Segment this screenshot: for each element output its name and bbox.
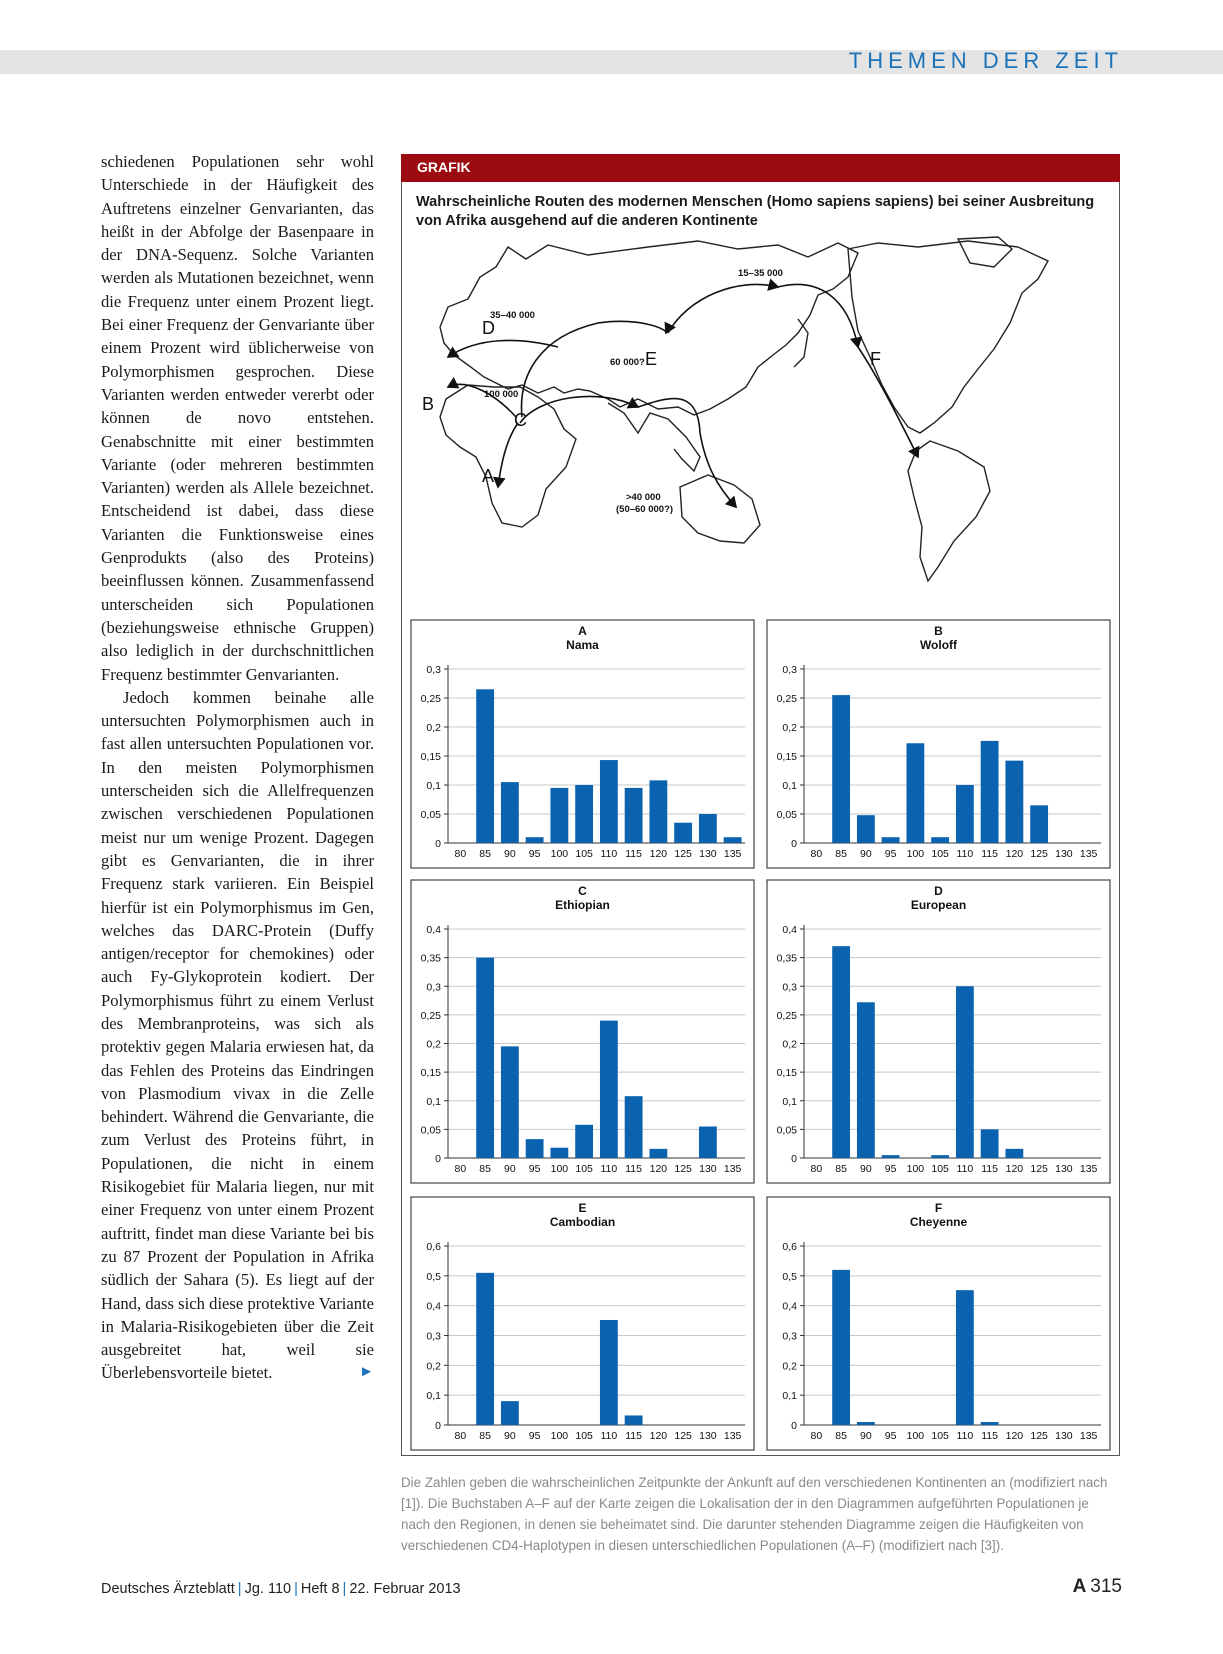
x-tick-label: 90	[860, 1163, 872, 1175]
x-tick-label: 105	[931, 1163, 949, 1175]
bar	[501, 1401, 519, 1425]
map-date-americas: 15–35 000	[738, 268, 783, 279]
x-tick-label: 80	[454, 1163, 467, 1175]
y-tick-label: 0,15	[776, 1067, 797, 1080]
bar	[931, 837, 949, 843]
y-tick-label: 0,3	[782, 664, 797, 676]
y-tick-label: 0,05	[420, 1124, 441, 1137]
x-tick-label: 90	[860, 848, 872, 860]
bar	[832, 946, 850, 1158]
chart-f-cheyenne	[766, 1196, 1111, 1451]
bar	[649, 1149, 667, 1158]
x-tick-label: 130	[1055, 848, 1073, 860]
bar	[550, 788, 568, 843]
x-tick-label: 85	[479, 848, 491, 860]
bar	[649, 780, 667, 843]
chart-frame	[411, 1197, 754, 1450]
y-tick-label: 0,4	[782, 924, 797, 936]
bar	[674, 823, 692, 843]
x-tick-label: 120	[1005, 1430, 1024, 1442]
x-tick-label: 135	[1079, 1430, 1098, 1442]
chart-subtitle: Woloff	[919, 638, 958, 652]
x-tick-label: 120	[649, 1163, 668, 1175]
x-tick-label: 135	[723, 1163, 742, 1175]
page-number: A 315	[1072, 1576, 1122, 1597]
chart-a-nama	[410, 619, 755, 869]
bar	[699, 1127, 717, 1158]
x-tick-label: 90	[504, 1430, 516, 1442]
bar	[956, 1290, 974, 1425]
x-tick-label: 110	[600, 1163, 618, 1175]
map-date-australia: >40 000	[626, 492, 661, 503]
map-label-e: E	[645, 349, 658, 369]
x-tick-label: 80	[810, 1430, 823, 1442]
bar	[625, 1415, 643, 1425]
bar	[476, 958, 494, 1158]
y-tick-label: 0,1	[782, 780, 797, 792]
bar	[600, 1021, 618, 1158]
y-tick-label: 0,2	[782, 722, 797, 734]
world-migration-map	[422, 237, 1088, 583]
journal-date: 22. Februar 2013	[349, 1581, 461, 1597]
article-text	[101, 150, 374, 1385]
chart-d-european	[766, 879, 1111, 1184]
chart-frame	[767, 620, 1110, 868]
y-tick-label: 0,3	[426, 981, 441, 994]
chart-b-woloff	[766, 619, 1111, 869]
bar	[625, 788, 643, 843]
figure-title: Wahrscheinliche Routen des modernen Menschen (Homo sapiens sapiens) bei seiner Ausbreitung von Afrika ausgehend auf die anderen Kontinente	[416, 194, 1095, 229]
chart-title: F	[934, 1201, 943, 1215]
y-tick-label: 0,3	[426, 1330, 441, 1343]
x-tick-label: 110	[956, 1163, 974, 1175]
bar	[1030, 805, 1048, 843]
bar	[832, 1270, 850, 1425]
y-tick-label: 0,2	[426, 1038, 441, 1051]
y-tick-label: 0,25	[776, 693, 797, 705]
chart-frame	[767, 880, 1110, 1183]
x-tick-label: 115	[625, 1163, 642, 1175]
map-labels	[422, 268, 881, 515]
x-tick-label: 100	[906, 1163, 925, 1175]
y-tick-label: 0,1	[782, 1095, 797, 1108]
chart-e-cambodian	[410, 1196, 755, 1451]
chart-title: C	[578, 884, 587, 898]
x-tick-label: 85	[479, 1163, 491, 1175]
chart-c-ethiopian	[410, 879, 755, 1184]
bar	[857, 815, 875, 843]
x-tick-label: 105	[931, 1430, 949, 1442]
y-tick-label: 0	[791, 838, 797, 850]
x-tick-label: 135	[1079, 848, 1098, 860]
map-date-d: 35–40 000	[490, 310, 535, 321]
x-tick-label: 95	[528, 1163, 541, 1175]
bar	[832, 695, 850, 843]
y-tick-label: 0,1	[426, 780, 441, 792]
bar	[600, 1320, 618, 1425]
y-tick-label: 0,3	[426, 664, 441, 676]
bar	[931, 1155, 949, 1158]
x-tick-label: 125	[1030, 1430, 1048, 1442]
x-tick-label: 110	[956, 848, 974, 860]
x-tick-label: 105	[575, 1430, 593, 1442]
y-tick-label: 0,6	[426, 1241, 441, 1253]
chart-subtitle: European	[910, 898, 967, 912]
x-tick-label: 135	[723, 848, 742, 860]
x-tick-label: 85	[479, 1430, 491, 1442]
map-label-f: F	[870, 349, 881, 369]
x-tick-label: 130	[699, 848, 717, 860]
y-tick-label: 0,15	[420, 1067, 441, 1080]
y-tick-label: 0,2	[426, 722, 441, 734]
map-date-asia: 60 000?	[610, 357, 645, 368]
y-tick-label: 0,5	[426, 1270, 441, 1283]
y-tick-label: 0,25	[776, 1009, 797, 1022]
map-date-africa: 100 000	[484, 389, 519, 400]
map-label-d: D	[482, 318, 495, 338]
y-tick-label: 0,2	[782, 1038, 797, 1051]
x-tick-label: 110	[600, 848, 618, 860]
x-tick-label: 95	[884, 1430, 897, 1442]
bar	[600, 760, 618, 843]
x-tick-label: 130	[1055, 1430, 1073, 1442]
paragraph-1: schiedenen Populationen sehr wohl Unterschiede in der Häufigkeit des Auftretens einzelner Genvarianten, das heißt in der Abfolge der Basenpaare in der DNA-Sequenz. Solche Varianten werden als Mutationen bezeichnet, wenn die Frequenz unter einem Prozent liegt. Bei einer Frequenz der Genvariante über einem Prozent wird üblicherweise von Polymorphismen gesprochen. Diese Varianten werden entweder vererbt oder können de novo entstehen. Genabschnitte mit einer bestimmten Variante (oder mehreren bestimmten Varianten) werden als Allele bezeichnet. Entscheidend ist dabei, dass diese Varianten die Funktionsweise eines Genprodukts (also des Proteins) beeinflussen können. Zusammenfassend unterscheiden sich Populationen (beziehungsweise ethnische Gruppen) also lediglich in der durchschnittlichen Frequenz bestimmter Genvarianten.	[101, 152, 374, 684]
x-tick-label: 85	[835, 1163, 847, 1175]
x-tick-label: 80	[454, 1430, 467, 1442]
x-tick-label: 80	[810, 848, 823, 860]
y-tick-label: 0,15	[776, 751, 797, 763]
journal-name: Deutsches Ärzteblatt	[101, 1581, 235, 1597]
x-tick-label: 95	[528, 1430, 541, 1442]
y-tick-label: 0,25	[420, 693, 441, 705]
figure-label: GRAFIK	[417, 159, 471, 175]
x-tick-label: 120	[649, 1430, 668, 1442]
y-tick-label: 0,4	[426, 924, 441, 936]
bar	[956, 785, 974, 843]
chart-subtitle: Nama	[566, 638, 599, 652]
section-title: THEMEN DER ZEIT	[848, 48, 1123, 73]
x-tick-label: 125	[1030, 1163, 1048, 1175]
y-tick-label: 0,1	[426, 1095, 441, 1108]
y-tick-label: 0,15	[420, 751, 441, 763]
x-tick-label: 95	[884, 1163, 897, 1175]
x-tick-label: 120	[1005, 1163, 1024, 1175]
footer-citation: Deutsches Ärzteblatt | Jg. 110 | Heft 8 | 22. Februar 2013	[101, 1581, 461, 1597]
chart-title: E	[578, 1201, 587, 1215]
x-tick-label: 115	[625, 848, 642, 860]
chart-title: B	[934, 624, 943, 638]
x-tick-label: 100	[550, 1430, 569, 1442]
bar	[981, 1422, 999, 1425]
y-tick-label: 0,3	[782, 981, 797, 994]
x-tick-label: 90	[504, 1163, 516, 1175]
y-tick-label: 0	[435, 1153, 441, 1165]
y-tick-label: 0,4	[782, 1300, 797, 1313]
y-tick-label: 0,2	[782, 1360, 797, 1373]
x-tick-label: 125	[674, 848, 692, 860]
x-tick-label: 90	[860, 1430, 872, 1442]
figure-label-bar	[401, 154, 1120, 182]
x-tick-label: 80	[810, 1163, 823, 1175]
bar	[625, 1096, 643, 1158]
x-tick-label: 100	[906, 848, 925, 860]
y-tick-label: 0,35	[776, 952, 797, 965]
y-tick-label: 0	[435, 838, 441, 850]
chart-title: D	[934, 884, 943, 898]
bar	[857, 1002, 875, 1158]
bar	[526, 837, 544, 843]
bar	[882, 837, 900, 843]
x-tick-label: 125	[674, 1163, 692, 1175]
y-tick-label: 0,35	[420, 952, 441, 965]
chart-frame	[767, 1197, 1110, 1450]
x-tick-label: 115	[625, 1430, 642, 1442]
x-tick-label: 115	[981, 1163, 998, 1175]
x-tick-label: 115	[981, 1430, 998, 1442]
chart-title: A	[578, 624, 587, 638]
y-tick-label: 0,5	[782, 1270, 797, 1283]
paragraph-2: Jedoch kommen beinahe alle untersuchten Polymorphismen auch in fast allen untersuchten Populationen vor. In den meisten Polymorphismen unterscheiden sich die Allelfrequenzen zwischen verschiedenen Populationen meist nur um wenige Prozent. Dagegen gibt es Genvarianten, die in ihrer Frequenz stark variieren. Ein Beispiel hierfür ist ein Polymorphismus im Gen, welches das DARC-Protein (Duffy antigen/receptor for chemokines) oder auch Fy-Glykoprotein kodiert. Der Polymorphismus führt zu einem Verlust des Membranproteins, was sich als protektiv gegen Malaria erwiesen hat, da das Fehlen des Proteins das Eindringen von Plasmodium vivax in die Zelle behindert. Während die Genvariante, die zum Verlust des Proteins führt, in Populationen, die nicht in einem Risikogebiet für Malaria liegen, nur mit einer Frequenz von unter einem Prozent auftritt, findet man diese Variante bei bis zu 87 Prozent der Population in Afrika südlich der Sahara (5). Es liegt auf der Hand, dass sich diese protektive Variante in Malaria-Risikogebieten über die Zeit ausgebreitet hat, weil sie Überlebensvorteile bietet. ►	[101, 686, 374, 1385]
y-tick-label: 0,05	[420, 809, 441, 821]
y-tick-label: 0,2	[426, 1360, 441, 1373]
x-tick-label: 105	[575, 848, 593, 860]
bar	[857, 1422, 875, 1425]
bar	[575, 785, 593, 843]
map-label-c: C	[514, 410, 527, 430]
journal-volume: Jg. 110	[244, 1581, 292, 1597]
bar	[550, 1148, 568, 1158]
x-tick-label: 120	[649, 848, 668, 860]
bar	[501, 782, 519, 843]
x-tick-label: 130	[699, 1163, 717, 1175]
x-tick-label: 110	[600, 1430, 618, 1442]
x-tick-label: 90	[504, 848, 516, 860]
x-tick-label: 125	[1030, 848, 1048, 860]
y-tick-label: 0,4	[426, 1300, 441, 1313]
x-tick-label: 95	[528, 848, 541, 860]
journal-issue: Heft 8	[300, 1581, 340, 1597]
bar	[1005, 761, 1023, 843]
y-tick-label: 0	[791, 1420, 797, 1432]
chart-subtitle: Cambodian	[549, 1215, 616, 1229]
y-tick-label: 0	[791, 1153, 797, 1165]
chart-subtitle: Cheyenne	[909, 1215, 968, 1229]
bar	[699, 814, 717, 843]
x-tick-label: 95	[884, 848, 897, 860]
bar	[501, 1046, 519, 1158]
x-tick-label: 120	[1005, 848, 1024, 860]
y-tick-label: 0,05	[776, 1124, 797, 1137]
bar	[575, 1125, 593, 1158]
y-tick-label: 0,05	[776, 809, 797, 821]
x-tick-label: 130	[699, 1430, 717, 1442]
x-tick-label: 125	[674, 1430, 692, 1442]
x-tick-label: 135	[1079, 1163, 1098, 1175]
x-tick-label: 105	[575, 1163, 593, 1175]
x-tick-label: 105	[931, 848, 949, 860]
map-date-australia-alt: (50–60 000?)	[616, 504, 674, 515]
bar	[981, 1129, 999, 1158]
bar	[906, 743, 924, 843]
x-tick-label: 115	[981, 848, 998, 860]
bar	[882, 1155, 900, 1158]
x-tick-label: 110	[956, 1430, 974, 1442]
y-tick-label: 0,1	[426, 1390, 441, 1403]
bar	[981, 741, 999, 843]
x-tick-label: 100	[550, 848, 569, 860]
bar	[956, 986, 974, 1158]
map-label-b: B	[422, 394, 435, 414]
bar	[526, 1139, 544, 1158]
x-tick-label: 100	[906, 1430, 925, 1442]
x-tick-label: 85	[835, 1430, 847, 1442]
bar	[476, 689, 494, 843]
chart-subtitle: Ethiopian	[555, 898, 610, 912]
bar	[476, 1273, 494, 1425]
y-tick-label: 0	[435, 1420, 441, 1432]
bar	[1005, 1149, 1023, 1158]
y-tick-label: 0,3	[782, 1330, 797, 1343]
x-tick-label: 100	[550, 1163, 569, 1175]
y-tick-label: 0,1	[782, 1390, 797, 1403]
x-tick-label: 80	[454, 848, 467, 860]
continue-arrow-icon: ►	[359, 1364, 374, 1381]
y-tick-label: 0,6	[782, 1241, 797, 1253]
continent-outlines	[440, 237, 1048, 581]
y-tick-label: 0,25	[420, 1009, 441, 1022]
x-tick-label: 135	[723, 1430, 742, 1442]
bar	[724, 837, 742, 843]
x-tick-label: 85	[835, 848, 847, 860]
map-label-a: A	[482, 466, 495, 486]
x-tick-label: 130	[1055, 1163, 1073, 1175]
figure-caption: Die Zahlen geben die wahrscheinlichen Zeitpunkte der Ankunft auf den verschiedenen Kontinenten an (modifiziert nach [1]). Die Buchstaben A–F auf der Karte zeigen die Lokalisation der in den Diagrammen aufgeführten Populationen je nach den Regionen, in denen sie beheimatet sind. Die darunter stehenden Diagramme zeigen die Häufigkeiten von verschiedenen CD4-Haplotypen in diesen unterschiedlichen Populationen (A–F) (modifiziert nach [3]).	[401, 1475, 1108, 1553]
